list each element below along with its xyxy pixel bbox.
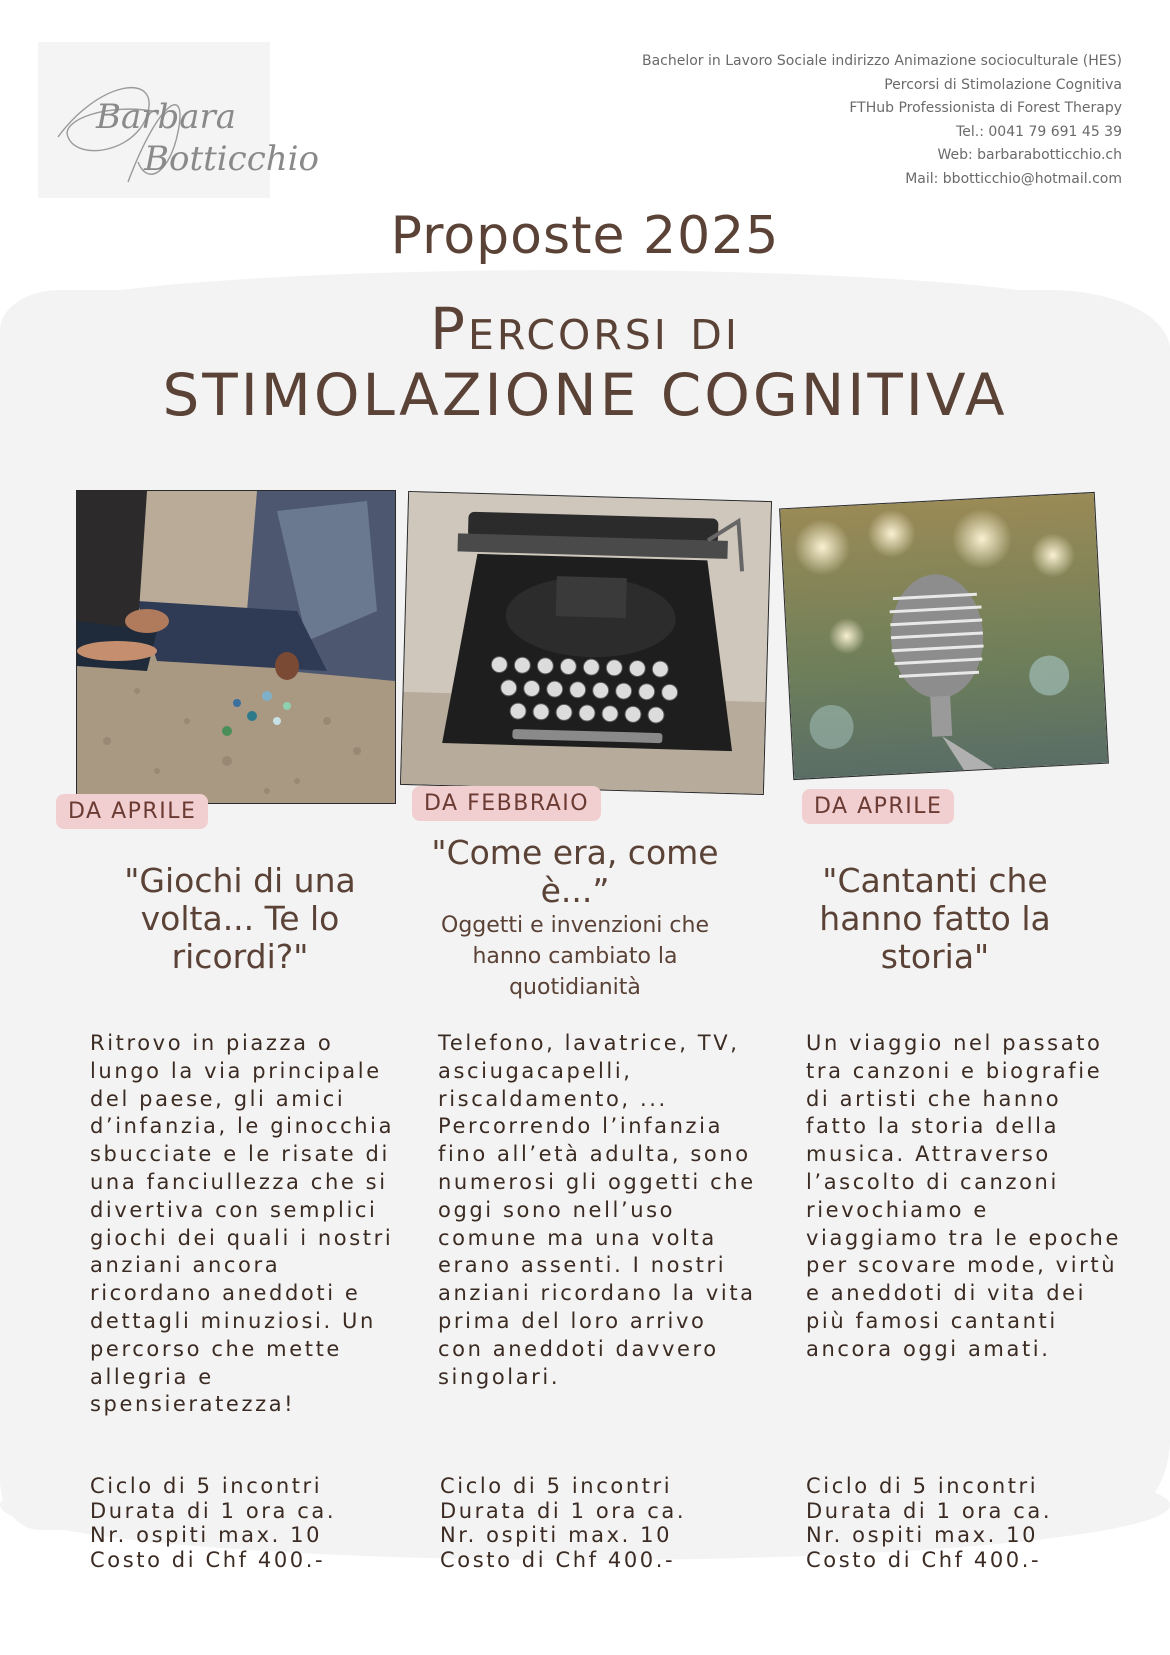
contact-certification: FTHub Professionista di Forest Therapy xyxy=(849,100,1122,116)
photo-marbles-game xyxy=(76,490,396,804)
logo xyxy=(38,42,319,198)
course-title-giochi: "Giochi di una volta... Te lo ricordi?" xyxy=(124,861,356,976)
course-title-come-era xyxy=(430,834,720,1003)
page-title xyxy=(0,296,1170,428)
contact-mail[interactable]: Mail: bbotticchio@hotmail.com xyxy=(905,170,1122,187)
page-title-line-2: STIMOLAZIONE COGNITIVA xyxy=(162,361,1008,429)
contact-qualification: Bachelor in Lavoro Sociale indirizzo Animazione socioculturale (HES) xyxy=(641,53,1122,69)
contact-service: Percorsi di Stimolazione Cognitiva xyxy=(884,76,1122,93)
course-title-come-era-main: "Come era, come è...” xyxy=(431,833,719,910)
course-description-come-era: Telefono, lavatrice, TV, asciugacapelli, riscaldamento, ... Percorrendo l’infanzia fino all’età adulta, sono numerosi gli oggetti che oggi sono nell’uso comune ma una volta erano assenti. I nostri anziani ricordano la vita prima del loro arrivo con aneddoti davvero singolari. xyxy=(438,1031,756,1389)
course-subtitle-come-era: Oggetti e invenzioni che hanno cambiato la quotidianità xyxy=(441,913,709,1000)
page-title-line-1: Percorsi di xyxy=(430,295,740,363)
course-info-cantanti: Ciclo di 5 incontri Durata di 1 ora ca. Nr. ospiti max. 10 Costo di Chf 400.- xyxy=(806,1474,1053,1572)
course-description-giochi: Ritrovo in piazza o lungo la via principale del paese, gli amici d’infanzia, le ginocchia sbucciate e le risate di una fanciullezza che si divertiva con semplici giochi dei quali i nostri anziani ancora ricordano aneddoti e dettagli minuziosi. Un percorso che mette allegria e spensieratezza! xyxy=(90,1031,395,1417)
contact-info xyxy=(642,50,1122,191)
logo-line-2: Botticchio xyxy=(144,139,319,179)
course-description-cantanti: Un viaggio nel passato tra canzoni e biografie di artisti che hanno fatto la storia della musica. Attraverso l’ascolto di canzoni rievochiamo e viaggiamo tra le epoche per scovare mode, virtù e aneddoti di vita dei più famosi cantanti ancora oggi amati. xyxy=(806,1031,1121,1361)
photo-vintage-microphone xyxy=(779,492,1109,780)
page-subtitle: Proposte 2025 xyxy=(390,206,780,266)
contact-phone: Tel.: 0041 79 691 45 39 xyxy=(956,123,1122,140)
date-badge-giochi: DA APRILE xyxy=(56,794,208,829)
date-badge-cantanti: DA APRILE xyxy=(802,789,954,824)
date-badge-come-era: DA FEBBRAIO xyxy=(412,786,601,821)
course-info-giochi: Ciclo di 5 incontri Durata di 1 ora ca. Nr. ospiti max. 10 Costo di Chf 400.- xyxy=(90,1474,337,1572)
contact-web[interactable]: Web: barbarabotticchio.ch xyxy=(937,147,1122,163)
photo-typewriter xyxy=(400,491,772,795)
course-title-cantanti: "Cantanti che hanno fatto la storia" xyxy=(819,861,1051,976)
logo-text xyxy=(96,96,319,180)
logo-line-1: Barbara xyxy=(96,97,237,137)
course-info-come-era: Ciclo di 5 incontri Durata di 1 ora ca. Nr. ospiti max. 10 Costo di Chf 400.- xyxy=(440,1474,687,1572)
